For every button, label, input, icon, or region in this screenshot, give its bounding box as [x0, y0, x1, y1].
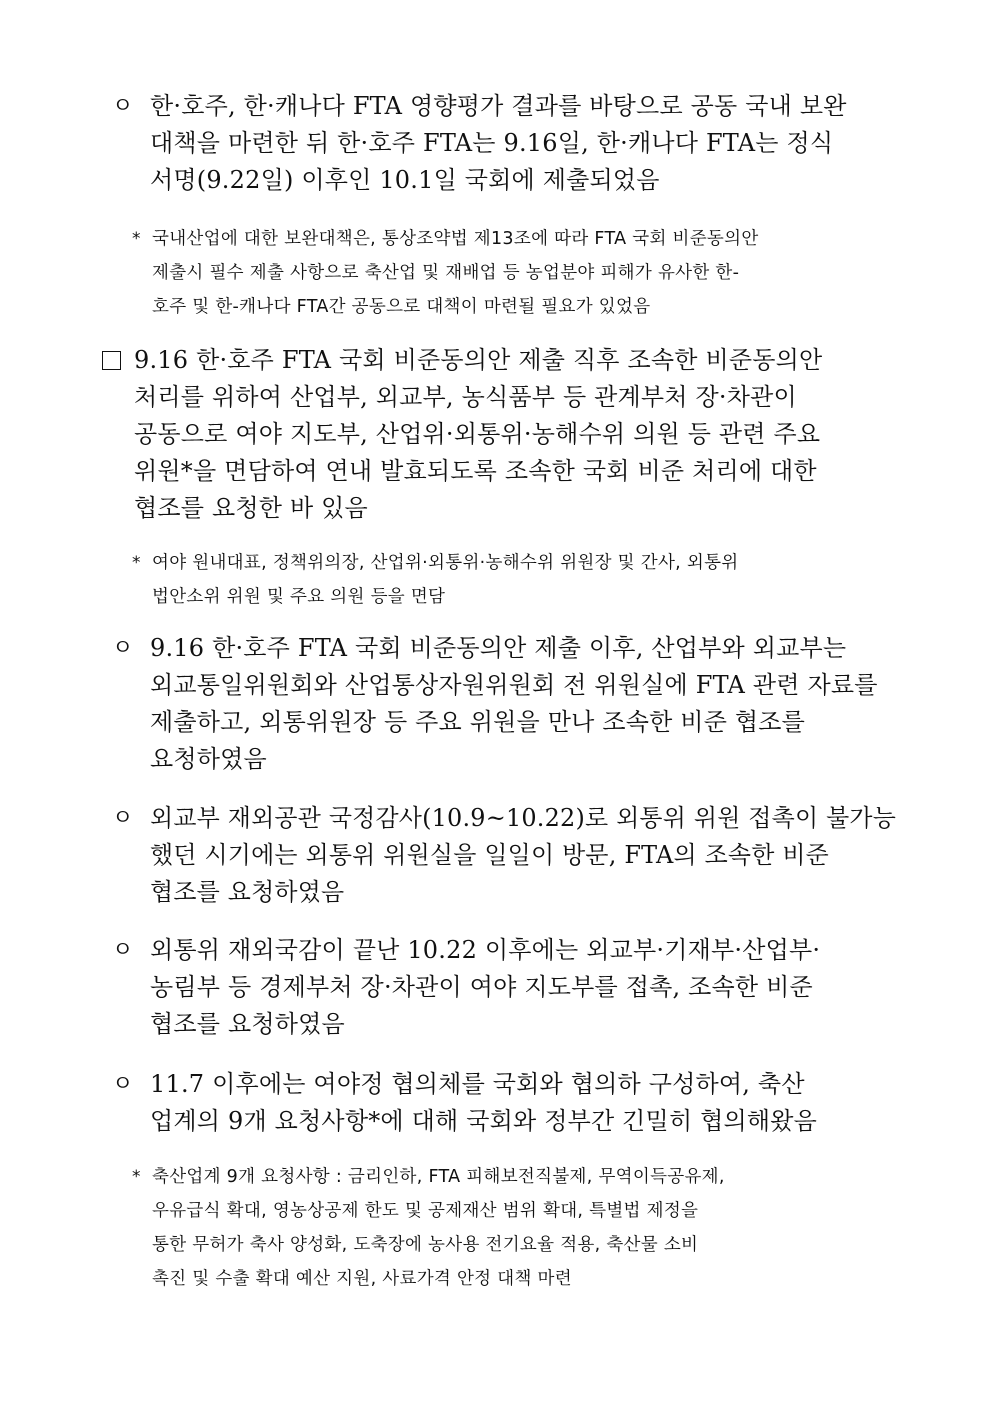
- paragraph-line: 한·호주, 한·캐나다 FTA 영향평가 결과를 바탕으로 공동 국내 보완: [150, 92, 847, 120]
- paragraph-line: 대책을 마련한 뒤 한·호주 FTA는 9.16일, 한·캐나다 FTA는 정식: [150, 129, 834, 157]
- section-line: 9.16 한·호주 FTA 국회 비준동의안 제출 직후 조속한 비준동의안: [134, 346, 823, 374]
- paragraph-line: 11.7 이후에는 여야정 협의체를 국회와 협의하 구성하여, 축산: [150, 1070, 805, 1098]
- circle-bullet: ㅇ: [112, 806, 134, 831]
- paragraph-line: 외교부 재외공관 국정감사(10.9~10.22)로 외통위 위원 접촉이 불가능: [150, 804, 897, 832]
- circle-bullet: ㅇ: [112, 636, 134, 661]
- note-line: 법안소위 위원 및 주요 의원 등을 면담: [152, 587, 446, 607]
- note-line: 여야 원내대표, 정책위의장, 산업위·외통위·농해수위 위원장 및 간사, 외통위: [152, 553, 739, 573]
- circle-bullet: ㅇ: [112, 938, 134, 963]
- paragraph-line: 협조를 요청하였음: [150, 1010, 345, 1038]
- asterisk-marker: *: [132, 553, 141, 573]
- paragraph-line: 서명(9.22일) 이후인 10.1일 국회에 제출되었음: [150, 166, 660, 194]
- note-line: 국내산업에 대한 보완대책은, 통상조약법 제13조에 따라 FTA 국회 비준동의안: [152, 229, 759, 249]
- section-line: 협조를 요청한 바 있음: [134, 494, 368, 522]
- paragraph-line: 했던 시기에는 외통위 위원실을 일일이 방문, FTA의 조속한 비준: [150, 841, 829, 869]
- circle-bullet: ㅇ: [112, 94, 134, 119]
- asterisk-marker: *: [132, 229, 141, 249]
- note-line: 우유급식 확대, 영농상공제 한도 및 공제재산 범위 확대, 특별법 제정을: [152, 1201, 699, 1221]
- circle-bullet: ㅇ: [112, 1072, 134, 1097]
- paragraph-line: 외교통일위원회와 산업통상자원위원회 전 위원실에 FTA 관련 자료를: [150, 671, 878, 699]
- section-line: 처리를 위하여 산업부, 외교부, 농식품부 등 관계부처 장·차관이: [134, 383, 797, 411]
- asterisk-marker: *: [132, 1167, 141, 1187]
- section-line: 위원*을 면담하여 연내 발효되도록 조속한 국회 비준 처리에 대한: [134, 457, 817, 485]
- section-line: 공동으로 여야 지도부, 산업위·외통위·농해수위 의원 등 관련 주요: [134, 420, 821, 448]
- paragraph-line: 협조를 요청하였음: [150, 878, 345, 906]
- paragraph-line: 업계의 9개 요청사항*에 대해 국회와 정부간 긴밀히 협의해왔음: [150, 1107, 818, 1135]
- paragraph-line: 외통위 재외국감이 끝난 10.22 이후에는 외교부·기재부·산업부·: [150, 936, 821, 964]
- note-line: 호주 및 한-캐나다 FTA간 공동으로 대책이 마련될 필요가 있었음: [152, 297, 651, 317]
- paragraph-line: 9.16 한·호주 FTA 국회 비준동의안 제출 이후, 산업부와 외교부는: [150, 634, 847, 662]
- paragraph-line: 요청하였음: [150, 745, 267, 773]
- note-line: 제출시 필수 제출 사항으로 축산업 및 재배업 등 농업분야 피해가 유사한 한-: [152, 263, 740, 283]
- paragraph-line: 제출하고, 외통위원장 등 주요 위원을 만나 조속한 비준 협조를: [150, 708, 806, 736]
- note-line: 축산업계 9개 요청사항 : 금리인하, FTA 피해보전직불제, 무역이득공유제,: [152, 1167, 725, 1187]
- note-line: 촉진 및 수출 확대 예산 지원, 사료가격 안정 대책 마련: [152, 1269, 572, 1289]
- paragraph-line: 농림부 등 경제부처 장·차관이 여야 지도부를 접촉, 조속한 비준: [150, 973, 813, 1001]
- note-line: 통한 무허가 축사 양성화, 도축장에 농사용 전기요율 적용, 축산물 소비: [152, 1235, 699, 1255]
- checkbox-square-icon: [102, 351, 121, 370]
